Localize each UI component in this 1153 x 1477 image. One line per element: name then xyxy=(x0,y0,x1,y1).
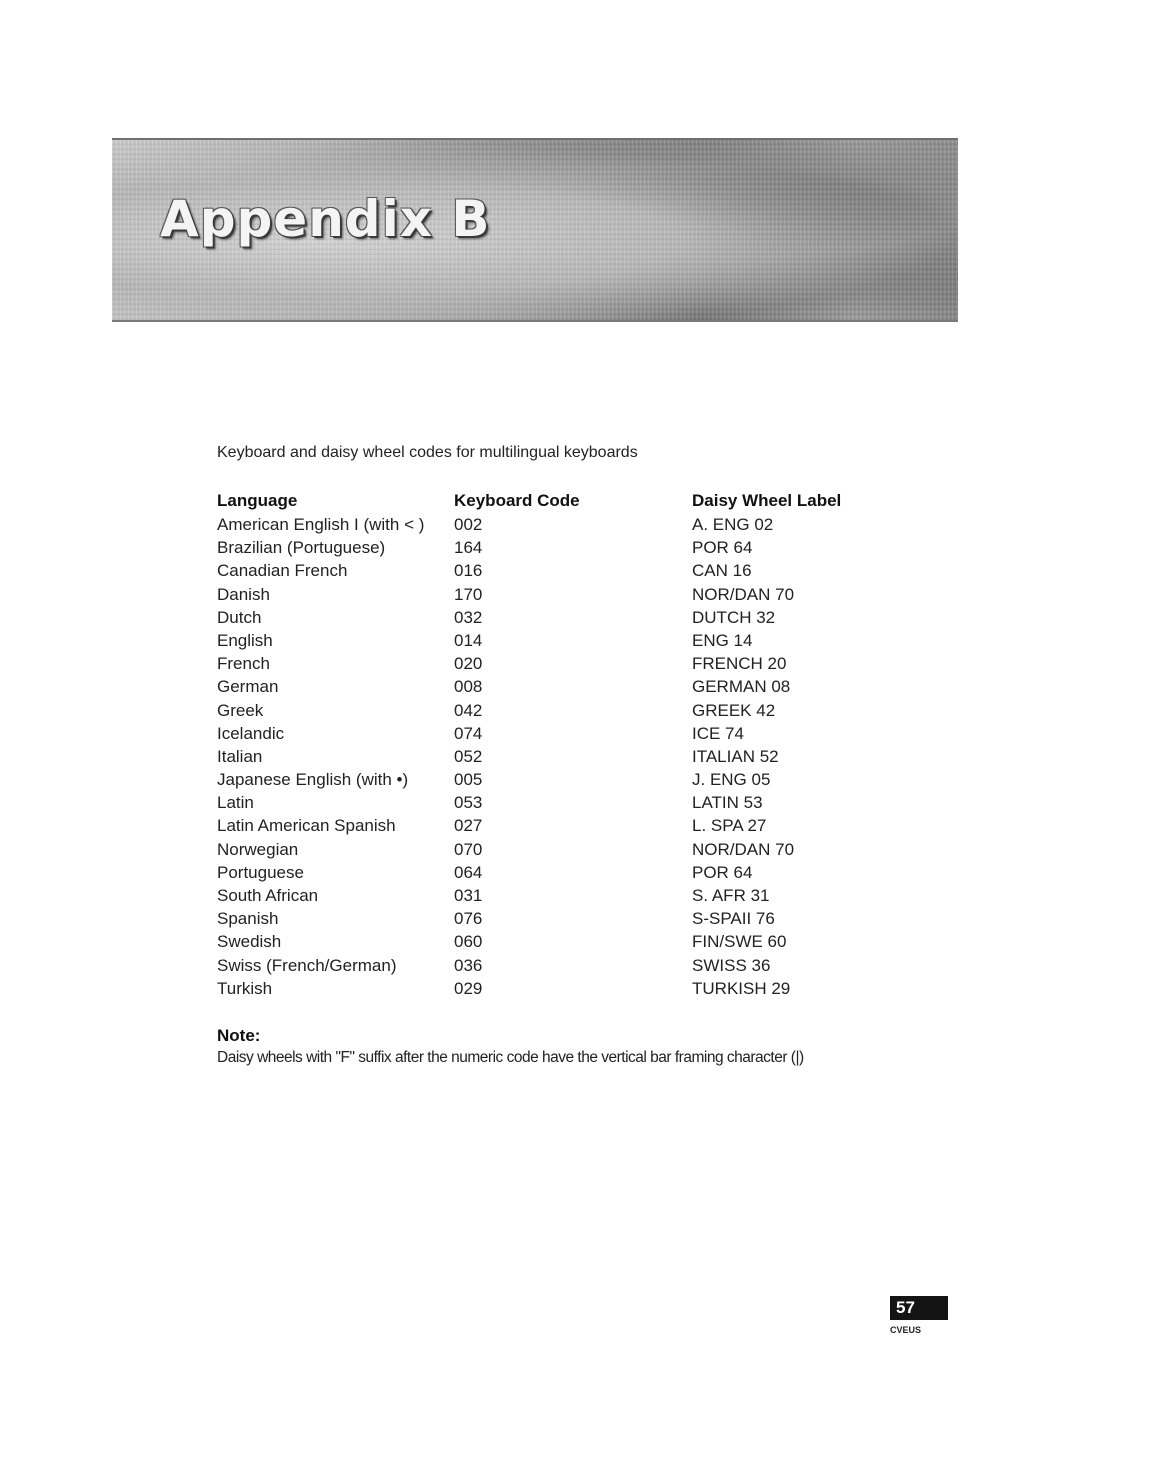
note-title: Note: xyxy=(217,1026,261,1045)
daisy-wheel-label-cell: ITALIAN 52 xyxy=(692,746,779,766)
language-cell: Swedish xyxy=(217,932,282,952)
page-number: 57 xyxy=(890,1296,948,1320)
daisy-wheel-label-cell: FIN/SWE 60 xyxy=(692,932,787,952)
keyboard-code-cell: 031 xyxy=(454,886,483,905)
keyboard-code-cell: 074 xyxy=(454,723,483,743)
daisy-wheel-label-cell: DUTCH 32 xyxy=(692,607,776,627)
language-cell: French xyxy=(217,654,270,674)
language-cell: Danish xyxy=(217,584,270,604)
daisy-wheel-label-cell: ICE 74 xyxy=(692,723,744,743)
language-column xyxy=(217,489,424,1000)
language-cell: Latin American Spanish xyxy=(217,816,396,836)
daisy-wheel-label-cell: FRENCH 20 xyxy=(692,654,787,674)
intro-text: Keyboard and daisy wheel codes for multilingual keyboards xyxy=(217,444,638,461)
keyboard-code-cell: 020 xyxy=(454,654,483,674)
daisy-wheel-label-cell: ENG 14 xyxy=(692,630,753,650)
language-cell: Greek xyxy=(217,700,264,720)
language-cell: American English I (with < ) xyxy=(217,515,425,534)
daisy-wheel-label-cell: A. ENG 02 xyxy=(692,515,774,534)
keyboard-code-cell: 170 xyxy=(454,584,483,604)
daisy-wheel-label-cell: L. SPA 27 xyxy=(692,816,767,836)
language-cell: Latin xyxy=(217,793,254,813)
language-cell: Italian xyxy=(217,746,263,766)
keyboard-code-cell: 029 xyxy=(454,978,483,998)
keyboard-code-cell: 005 xyxy=(454,770,483,790)
language-cell: German xyxy=(217,677,279,697)
daisy-wheel-label-cell: NOR/DAN 70 xyxy=(692,584,795,604)
language-cell: English xyxy=(217,630,273,650)
keyboard-code-cell: 014 xyxy=(454,630,483,650)
language-cell: Swiss (French/German) xyxy=(217,955,397,975)
language-cell: South African xyxy=(217,886,319,905)
keyboard-code-cell: 042 xyxy=(454,700,483,720)
language-cell: Icelandic xyxy=(217,723,285,743)
daisy-wheel-label-cell: GERMAN 08 xyxy=(692,677,791,697)
keyboard-code-cell: 016 xyxy=(454,561,483,581)
keyboard-code-header: Keyboard Code xyxy=(454,491,580,510)
language-cell: Spanish xyxy=(217,909,279,929)
language-cell: Canadian French xyxy=(217,561,348,581)
keyboard-code-column xyxy=(454,489,580,1000)
daisy-wheel-label-cell: GREEK 42 xyxy=(692,700,776,720)
daisy-wheel-label-cell: LATIN 53 xyxy=(692,793,763,813)
keyboard-code-cell: 036 xyxy=(454,955,483,975)
daisy-wheel-label-cell: SWISS 36 xyxy=(692,955,771,975)
daisy-wheel-label-cell: S-SPAII 76 xyxy=(692,909,775,929)
language-cell: Dutch xyxy=(217,607,262,627)
keyboard-code-cell: 060 xyxy=(454,932,483,952)
keyboard-code-cell: 053 xyxy=(454,793,483,813)
daisy-wheel-label-cell: J. ENG 05 xyxy=(692,770,771,790)
footer-mark: CVEUS xyxy=(890,1325,922,1335)
keyboard-code-cell: 070 xyxy=(454,839,483,859)
daisy-wheel-label-column xyxy=(692,489,841,1000)
keyboard-code-cell: 076 xyxy=(454,909,483,929)
appendix-banner xyxy=(112,138,958,322)
page-title: Appendix B xyxy=(160,190,491,248)
language-header: Language xyxy=(217,491,298,510)
daisy-wheel-label-cell: POR 64 xyxy=(692,538,753,558)
keyboard-code-cell: 032 xyxy=(454,607,483,627)
keyboard-code-cell: 027 xyxy=(454,816,483,836)
language-cell: Brazilian (Portuguese) xyxy=(217,538,386,558)
daisy-wheel-label-header: Daisy Wheel Label xyxy=(692,491,842,510)
language-cell: Portuguese xyxy=(217,862,304,882)
keyboard-code-cell: 064 xyxy=(454,862,483,882)
keyboard-code-cell: 008 xyxy=(454,677,483,697)
language-cell: Turkish xyxy=(217,978,273,998)
keyboard-code-cell: 164 xyxy=(454,538,483,558)
language-cell: Norwegian xyxy=(217,839,299,859)
keyboard-code-cell: 002 xyxy=(454,515,483,534)
daisy-wheel-label-cell: POR 64 xyxy=(692,862,753,882)
daisy-wheel-label-cell: CAN 16 xyxy=(692,561,752,581)
keyboard-code-cell: 052 xyxy=(454,746,483,766)
note-text: Daisy wheels with "F" suffix after the numeric code have the vertical bar framing character (|) xyxy=(217,1049,804,1066)
daisy-wheel-label-cell: S. AFR 31 xyxy=(692,886,770,905)
daisy-wheel-label-cell: TURKISH 29 xyxy=(692,978,791,998)
language-cell: Japanese English (with •) xyxy=(217,770,409,790)
daisy-wheel-label-cell: NOR/DAN 70 xyxy=(692,839,795,859)
